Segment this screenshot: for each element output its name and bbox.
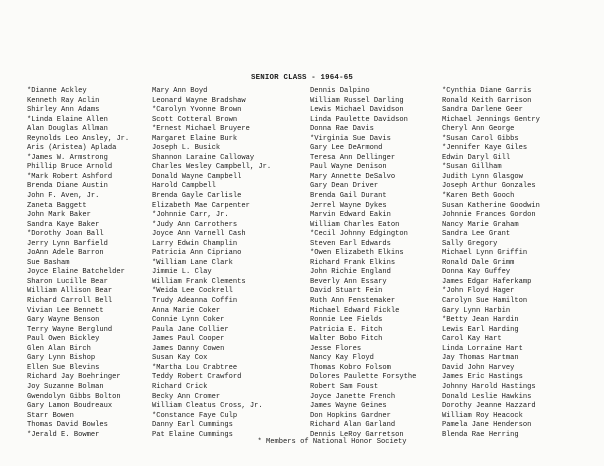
student-name: Gary Lynn Bishop — [27, 354, 96, 363]
student-name: Sally Gregory — [442, 239, 498, 248]
student-name: Donna Rae Davis — [310, 125, 374, 134]
student-name: Johnnie Frances Gordon — [442, 211, 536, 220]
student-name: Sharon Lucille Bear — [27, 277, 108, 286]
student-name: William Allison Bear — [27, 287, 113, 296]
student-name: Joyce Elaine Batchelder — [27, 268, 125, 277]
student-name: Nancy Kay Floyd — [310, 354, 374, 363]
student-name: *William Lane Clark — [152, 258, 233, 267]
student-name: *Constance Faye Culp — [152, 411, 238, 420]
student-name: *Dorothy Joan Ball — [27, 230, 104, 239]
student-name: Don Hopkins Gardner — [310, 411, 391, 420]
student-name: Jerrel Wayne Dykes — [310, 201, 387, 210]
student-name: John Richie England — [310, 268, 391, 277]
student-name: Johnny Harold Hastings — [442, 382, 536, 391]
student-name: *Karen Beth Gooch — [442, 192, 515, 201]
student-name: Beverly Ann Essary — [310, 277, 387, 286]
student-name: Pat Elaine Cummings — [152, 430, 233, 439]
student-name: Zaneta Baggett — [27, 201, 87, 210]
student-name: Jesse Flores — [310, 344, 362, 353]
student-name: *Susan Carol Gibbs — [442, 134, 519, 143]
student-name: Lewis Earl Harding — [442, 325, 519, 334]
student-name: David Stuart Fein — [310, 287, 383, 296]
student-name: Michael Jennings Gentry — [442, 115, 540, 124]
student-name: *Weida Lee Cockrell — [152, 287, 233, 296]
student-name: Larry Edwin Champlin — [152, 239, 238, 248]
student-name: Lewis Michael Davidson — [310, 106, 404, 115]
student-name: *Virginia Sue Davis — [310, 134, 391, 143]
student-name: Paul Wayne Denison — [310, 163, 387, 172]
student-name: Gary Dean Driver — [310, 182, 379, 191]
student-name: Margaret Elaine Burk — [152, 134, 238, 143]
student-name: *Judy Ann Carrothers — [152, 220, 238, 229]
student-name: *James W. Armstrong — [27, 153, 108, 162]
student-name: Michael Lynn Griffin — [442, 249, 528, 258]
student-name: *Jerald E. Bowmer — [27, 430, 100, 439]
student-name: William Roy Heacock — [442, 411, 523, 420]
student-name: Terry Wayne Berglund — [27, 325, 113, 334]
student-name: Linda Lorraine Hart — [442, 344, 523, 353]
student-name: Brenda Gail Durant — [310, 192, 387, 201]
student-name: *Betty Jean Hardin — [442, 316, 519, 325]
student-name: Joseph Arthur Gonzales — [442, 182, 536, 191]
student-name: Michael Edward Fickle — [310, 306, 400, 315]
student-name: Vivian Lee Bennett — [27, 306, 104, 315]
student-name: Mary Ann Boyd — [152, 87, 208, 95]
student-name: Phillip Bruce Arnold — [27, 163, 113, 172]
student-name: Leonard Wayne Bradshaw — [152, 96, 246, 105]
student-name: Robert Sam Foust — [310, 382, 379, 391]
student-name: Thomas David Bowles — [27, 421, 108, 430]
student-name: Gary Wayne Benson — [27, 316, 100, 325]
student-name: *Cynthia Diane Garris — [442, 87, 532, 95]
student-name: John F. Aven, Jr. — [27, 192, 100, 201]
student-name: Dennis LeRoy Garretson — [310, 430, 404, 439]
student-name: *Carolyn Yvonne Brown — [152, 106, 242, 115]
student-name: Dorothy Jeanne Hazzard — [442, 402, 536, 411]
student-name: Dennis Dalpino — [310, 87, 370, 95]
student-name: Brenda Gayle Carlisle — [152, 192, 242, 201]
student-name: Judith Lynn Glasgow — [442, 172, 523, 181]
student-name: Richard Alan Garland — [310, 421, 396, 430]
student-name: *Ernest Michael Bruyere — [152, 125, 250, 134]
student-name: *Jennifer Kaye Giles — [442, 144, 528, 153]
student-name: Shirley Ann Adams — [27, 106, 100, 115]
student-name: Brenda Diane Austin — [27, 182, 108, 191]
student-name: Sandra Lee Grant — [442, 230, 511, 239]
student-name: Carolyn Sue Hamilton — [442, 297, 528, 306]
student-name: Donna Kay Guffey — [442, 268, 511, 277]
student-name: Cheryl Ann George — [442, 125, 515, 134]
student-name: Richard Jay Boehringer — [27, 373, 121, 382]
student-name: Jimmie L. Clay — [152, 268, 212, 277]
student-name: William Cleatus Cross, Jr. — [152, 402, 263, 411]
student-name: Alan Douglas Allman — [27, 125, 108, 134]
student-name: Sandra Kaye Baker — [27, 220, 100, 229]
student-name: Gary Lynn Harbin — [442, 306, 511, 315]
student-name: *John Floyd Hager — [442, 287, 515, 296]
student-name: Nancy Marie Graham — [442, 220, 519, 229]
student-name: Joy Suzanne Bolman — [27, 382, 104, 391]
student-name: *Martha Lou Crabtree — [152, 363, 238, 372]
student-name: James Paul Cooper — [152, 335, 225, 344]
student-name: Aris (Aristea) Aplada — [27, 144, 117, 153]
student-name: *Johnnie Carr, Jr. — [152, 211, 229, 220]
student-name: Trudy Adeanna Coffin — [152, 297, 238, 306]
student-name: James Eric Hastings — [442, 373, 523, 382]
student-name: Edwin Daryl Gill — [442, 153, 511, 162]
student-name: Elizabeth Mae Carpenter — [152, 201, 250, 210]
student-name: Ellen Sue Blevins — [27, 363, 100, 372]
student-name: JoAnn Adele Barron — [27, 249, 104, 258]
student-name: William Russel Darling — [310, 96, 404, 105]
student-name: Patricia E. Fitch — [310, 325, 383, 334]
student-name: David John Harvey — [442, 363, 515, 372]
student-name: Harold Campbell — [152, 182, 216, 191]
student-name: Susan Kay Cox — [152, 354, 208, 363]
student-name: *Mark Robert Ashford — [27, 172, 113, 181]
student-name: Dolores Paulette Forsythe — [310, 373, 417, 382]
student-name: Joseph L. Busick — [152, 144, 221, 153]
student-name: Becky Ann Cromer — [152, 392, 221, 401]
student-name: Kenneth Ray Aclin — [27, 96, 100, 105]
student-name: William Charles Eaton — [310, 220, 400, 229]
student-name: Susan Katherine Goodwin — [442, 201, 540, 210]
student-name: Thomas Kobro Folsom — [310, 363, 391, 372]
name-column-1 — [27, 87, 129, 440]
student-name: Carol Kay Hart — [442, 335, 502, 344]
student-name: Pamela Jane Henderson — [442, 421, 532, 430]
student-name: Gary Lamon Boudreaux — [27, 402, 113, 411]
student-name: *Cecil Johnny Edgington — [310, 230, 408, 239]
name-column-2 — [152, 87, 271, 440]
student-name: Ruth Ann Fenstemaker — [310, 297, 396, 306]
student-name: Walter Bobo Fitch — [310, 335, 383, 344]
page-title: SENIOR CLASS - 1964-65 — [251, 74, 353, 82]
student-name: Glen Alan Birch — [27, 344, 91, 353]
student-name: Ronnie Lee Fields — [310, 316, 383, 325]
student-name: *Susan Gillham — [442, 163, 502, 172]
student-name: Mary Annette DeSalvo — [310, 172, 396, 181]
student-name: Jay Thomas Hartman — [442, 354, 519, 363]
student-name: William Frank Clements — [152, 277, 246, 286]
student-name: Starr Bowen — [27, 411, 74, 420]
student-name: Teddy Robert Crawford — [152, 373, 242, 382]
student-name: Donald Wayne Campbell — [152, 172, 242, 181]
student-name: Connie Lynn Coker — [152, 316, 225, 325]
student-name: Gary Lee DeArmond — [310, 144, 383, 153]
student-name: Donald Leslie Hawkins — [442, 392, 532, 401]
student-name: Scott Cotteral Brown — [152, 115, 238, 124]
student-name: Richard Frank Elkins — [310, 258, 396, 267]
student-name: Paula Jane Collier — [152, 325, 229, 334]
student-name: Anna Marie Coker — [152, 306, 221, 315]
student-name: Blenda Rae Herring — [442, 430, 519, 439]
student-name: Joyce Janette French — [310, 392, 396, 401]
student-name: Sandra Darlene Geer — [442, 106, 523, 115]
name-column-3 — [310, 87, 416, 440]
student-name: Linda Paulette Davidson — [310, 115, 408, 124]
student-name: Ronald Keith Garrison — [442, 96, 532, 105]
student-name: *Owen Elizabeth Elkins — [310, 249, 404, 258]
student-name: Steven Earl Edwards — [310, 239, 391, 248]
student-name: Teresa Ann Dellinger — [310, 153, 396, 162]
student-name: *Dianne Ackley — [27, 87, 87, 95]
student-name: Patricia Ann Cipriano — [152, 249, 242, 258]
student-name: Sue Basham — [27, 258, 70, 267]
student-name: James Danny Cowen — [152, 344, 225, 353]
student-name: James Wayne Geines — [310, 402, 387, 411]
student-name: Marvin Edward Eakin — [310, 211, 391, 220]
student-name: Gwendolyn Gibbs Bolton — [27, 392, 121, 401]
student-name: Paul Owen Bickley — [27, 335, 100, 344]
student-name: Richard Crick — [152, 382, 208, 391]
student-name: Ronald Dale Grimm — [442, 258, 515, 267]
student-name: Charles Wesley Campbell, Jr. — [152, 163, 272, 172]
student-name: John Mark Baker — [27, 211, 91, 220]
student-name: Joyce Ann Varnell Cash — [152, 230, 246, 239]
student-name: *Linda Elaine Allen — [27, 115, 108, 124]
student-name: Richard Carroll Bell — [27, 297, 113, 306]
student-name: Reynolds Leo Ansley, Jr. — [27, 134, 130, 143]
name-column-4 — [442, 87, 540, 440]
student-name: Jerry Lynn Barfield — [27, 239, 108, 248]
honor-society-footnote: * Members of National Honor Society — [257, 438, 407, 446]
student-name: Danny Earl Cummings — [152, 421, 233, 430]
student-name: Shannon Laraine Calloway — [152, 153, 255, 162]
student-name: James Edgar Haferkamp — [442, 277, 532, 286]
